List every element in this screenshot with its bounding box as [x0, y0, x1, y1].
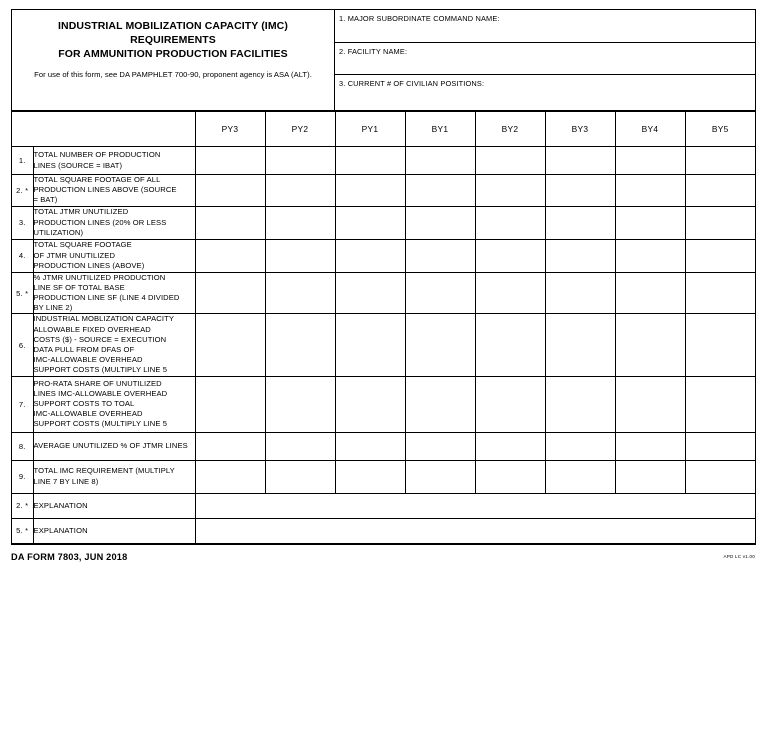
row-label-line: TOTAL IMC REQUIREMENT (MULTIPLY	[33, 466, 175, 476]
column-header-by3: BY3	[545, 112, 615, 147]
row-label-line: BY LINE 2)	[33, 303, 73, 313]
data-cell-py1[interactable]	[335, 314, 405, 376]
row-label-line: INDUSTRIAL MOBLIZATION CAPACITY	[33, 314, 175, 324]
data-cell-by3[interactable]	[545, 376, 615, 432]
column-header-by5: BY5	[685, 112, 755, 147]
explanation-row	[12, 493, 755, 518]
data-cell-py3[interactable]	[195, 147, 265, 175]
row-label-line: AVERAGE UNUTILIZED % OF JTMR LINES	[33, 441, 188, 451]
data-cell-by2[interactable]	[475, 376, 545, 432]
data-cell-by1[interactable]	[405, 206, 475, 239]
data-cell-by5[interactable]	[685, 239, 755, 272]
row-label	[33, 206, 195, 239]
data-cell-by3[interactable]	[545, 147, 615, 175]
row-number: 4.	[12, 239, 33, 272]
field-current-civilian-positions[interactable]	[335, 75, 755, 110]
form-frame	[11, 9, 756, 545]
table-row	[12, 272, 755, 314]
row-label-line: TOTAL NUMBER OF PRODUCTION	[33, 150, 161, 160]
data-cell-by2[interactable]	[475, 432, 545, 460]
row-label-line: PRODUCTION LINES (20% OR LESS	[33, 217, 167, 227]
data-cell-by4[interactable]	[615, 147, 685, 175]
table-row	[12, 147, 755, 175]
row-label-line: LINE 7 BY LINE 8)	[33, 476, 99, 486]
data-cell-py3[interactable]	[195, 272, 265, 314]
field-number: 1.	[339, 14, 346, 23]
explanation-row	[12, 518, 755, 543]
row-number: 7.	[12, 376, 33, 432]
row-label	[33, 432, 195, 460]
row-label-line: = BAT)	[33, 195, 58, 205]
data-cell-by2[interactable]	[475, 206, 545, 239]
data-cell-by2[interactable]	[475, 147, 545, 175]
row-label-line: TOTAL SQUARE FOOTAGE OF ALL	[33, 175, 161, 184]
column-header-py3: PY3	[195, 112, 265, 147]
row-label	[33, 175, 195, 207]
data-cell-by3[interactable]	[545, 272, 615, 314]
data-cell-py2[interactable]	[265, 314, 335, 376]
table-corner-cell	[12, 112, 195, 147]
field-facility-name[interactable]	[335, 43, 755, 75]
row-number: 3.	[12, 206, 33, 239]
field-number: 3.	[339, 79, 346, 88]
column-header-by2: BY2	[475, 112, 545, 147]
data-cell-by4[interactable]	[615, 272, 685, 314]
data-cell-py1[interactable]	[335, 376, 405, 432]
explanation-row-number: 2. *	[12, 493, 33, 518]
row-label-line: SUPPORT COSTS (MULTIPLY LINE 5	[33, 419, 168, 429]
data-cell-by5[interactable]	[685, 314, 755, 376]
data-cell-py1[interactable]	[335, 239, 405, 272]
data-cell-by1[interactable]	[405, 314, 475, 376]
data-cell-by5[interactable]	[685, 432, 755, 460]
data-cell-by3[interactable]	[545, 206, 615, 239]
form-title-block	[12, 10, 335, 110]
data-cell-by4[interactable]	[615, 314, 685, 376]
table-column-header-row	[12, 112, 755, 147]
data-cell-py2[interactable]	[265, 206, 335, 239]
row-label-line: PRODUCTION LINES ABOVE (SOURCE	[33, 185, 177, 195]
data-cell-py2[interactable]	[265, 272, 335, 314]
data-cell-py2[interactable]	[265, 239, 335, 272]
data-cell-by2[interactable]	[475, 239, 545, 272]
row-label-line: TOTAL SQUARE FOOTAGE	[33, 240, 132, 250]
data-cell-by5[interactable]	[685, 175, 755, 207]
header-fields	[335, 10, 755, 110]
data-cell-py1[interactable]	[335, 432, 405, 460]
explanation-label: EXPLANATION	[33, 493, 195, 518]
row-number: 9.	[12, 460, 33, 493]
table-row	[12, 239, 755, 272]
row-label	[33, 460, 195, 493]
row-label-line: SUPPORT COSTS (MULTIPLY LINE 5	[33, 365, 168, 375]
data-cell-by5[interactable]	[685, 376, 755, 432]
table-row	[12, 206, 755, 239]
form-subtitle: For use of this form, see DA PAMPHLET 700-90, proponent agency is ASA (ALT).	[34, 70, 312, 79]
row-label	[33, 376, 195, 432]
data-cell-py2[interactable]	[265, 432, 335, 460]
data-cell-py3[interactable]	[195, 206, 265, 239]
data-cell-py3[interactable]	[195, 432, 265, 460]
row-label-line: COSTS ($) - SOURCE = EXECUTION	[33, 334, 167, 344]
data-cell-by1[interactable]	[405, 175, 475, 207]
data-cell-py2[interactable]	[265, 460, 335, 493]
data-cell-py3[interactable]	[195, 376, 265, 432]
column-header-by4: BY4	[615, 112, 685, 147]
data-cell-by3[interactable]	[545, 314, 615, 376]
table-row	[12, 432, 755, 460]
data-cell-by1[interactable]	[405, 272, 475, 314]
data-cell-py1[interactable]	[335, 175, 405, 207]
row-label-line: SUPPORT COSTS TO TOAL	[33, 399, 135, 409]
data-cell-by1[interactable]	[405, 376, 475, 432]
row-label-line: ALLOWABLE FIXED OVERHEAD	[33, 324, 151, 334]
row-label-line: TOTAL JTMR UNUTILIZED	[33, 207, 129, 217]
explanation-row-number: 5. *	[12, 518, 33, 543]
data-cell-by1[interactable]	[405, 239, 475, 272]
data-cell-by4[interactable]	[615, 206, 685, 239]
data-cell-py1[interactable]	[335, 206, 405, 239]
row-number: 6.	[12, 314, 33, 376]
data-cell-by2[interactable]	[475, 460, 545, 493]
data-cell-py2[interactable]	[265, 175, 335, 207]
row-number: 8.	[12, 432, 33, 460]
row-number: 5. *	[12, 272, 33, 314]
form-footer	[11, 552, 756, 568]
data-cell-py1[interactable]	[335, 460, 405, 493]
explanation-label: EXPLANATION	[33, 518, 195, 543]
field-number: 2.	[339, 47, 346, 56]
data-cell-py3[interactable]	[195, 239, 265, 272]
column-header-by1: BY1	[405, 112, 475, 147]
row-number: 1.	[12, 147, 33, 175]
software-version-label: APD LC v1.00	[723, 554, 755, 559]
row-label-line: IMC-ALLOWABLE OVERHEAD	[33, 355, 143, 365]
data-cell-by1[interactable]	[405, 147, 475, 175]
row-label-line: PRO-RATA SHARE OF UNUTILIZED	[33, 378, 162, 388]
explanation-input[interactable]	[195, 493, 755, 518]
column-header-py1: PY1	[335, 112, 405, 147]
row-label-line: IMC-ALLOWABLE OVERHEAD	[33, 409, 143, 419]
data-cell-by5[interactable]	[685, 272, 755, 314]
table-row	[12, 175, 755, 207]
data-cell-py2[interactable]	[265, 147, 335, 175]
row-label-line: UTILIZATION)	[33, 227, 84, 237]
data-cell-by5[interactable]	[685, 147, 755, 175]
row-label-line: PRODUCTION LINE SF (LINE 4 DIVIDED	[33, 293, 180, 303]
data-cell-by4[interactable]	[615, 376, 685, 432]
row-label-line: % JTMR UNUTILIZED PRODUCTION	[33, 272, 166, 282]
data-cell-py3[interactable]	[195, 175, 265, 207]
data-cell-by1[interactable]	[405, 432, 475, 460]
form-title-line-1: INDUSTRIAL MOBILIZATION CAPACITY (IMC) REQUIREMENTS	[58, 20, 288, 46]
table-row	[12, 460, 755, 493]
table-row	[12, 314, 755, 376]
data-cell-by3[interactable]	[545, 239, 615, 272]
row-label-line: DATA PULL FROM DFAS OF	[33, 345, 135, 355]
data-cell-by5[interactable]	[685, 460, 755, 493]
data-cell-py1[interactable]	[335, 272, 405, 314]
table-row	[12, 376, 755, 432]
data-cell-by4[interactable]	[615, 175, 685, 207]
column-header-py2: PY2	[265, 112, 335, 147]
row-label-line: LINE SF OF TOTAL BASE	[33, 282, 125, 292]
data-cell-py3[interactable]	[195, 314, 265, 376]
data-cell-by2[interactable]	[475, 314, 545, 376]
row-number: 2. *	[12, 175, 33, 207]
data-cell-by2[interactable]	[475, 272, 545, 314]
field-label: MAJOR SUBORDINATE COMMAND NAME:	[347, 14, 500, 23]
row-label-line: LINES (SOURCE = IBAT)	[33, 160, 123, 170]
row-label	[33, 272, 195, 314]
data-cell-py3[interactable]	[195, 460, 265, 493]
data-cell-by3[interactable]	[545, 175, 615, 207]
data-cell-by3[interactable]	[545, 460, 615, 493]
form-id-label: DA FORM 7803, JUN 2018	[11, 552, 128, 562]
data-cell-py1[interactable]	[335, 147, 405, 175]
field-label: FACILITY NAME:	[347, 47, 408, 56]
data-cell-py2[interactable]	[265, 376, 335, 432]
field-major-subordinate-command-name[interactable]	[335, 10, 755, 43]
imc-requirements-table	[12, 111, 755, 544]
explanation-input[interactable]	[195, 518, 755, 543]
row-label-line: LINES IMC-ALLOWABLE OVERHEAD	[33, 388, 168, 398]
data-cell-by3[interactable]	[545, 432, 615, 460]
row-label-line: OF JTMR UNUTILIZED	[33, 250, 116, 260]
data-cell-by4[interactable]	[615, 460, 685, 493]
data-cell-by1[interactable]	[405, 460, 475, 493]
row-label-line: PRODUCTION LINES (ABOVE)	[33, 260, 145, 270]
row-label	[33, 147, 195, 175]
data-cell-by4[interactable]	[615, 239, 685, 272]
data-cell-by4[interactable]	[615, 432, 685, 460]
table-body	[12, 112, 755, 544]
form-title-line-2: FOR AMMUNITION PRODUCTION FACILITIES	[58, 48, 288, 60]
form-header	[12, 10, 755, 111]
row-label	[33, 239, 195, 272]
field-label: CURRENT # OF CIVILIAN POSITIONS:	[347, 79, 485, 88]
data-cell-by5[interactable]	[685, 206, 755, 239]
row-label	[33, 314, 195, 376]
data-cell-by2[interactable]	[475, 175, 545, 207]
